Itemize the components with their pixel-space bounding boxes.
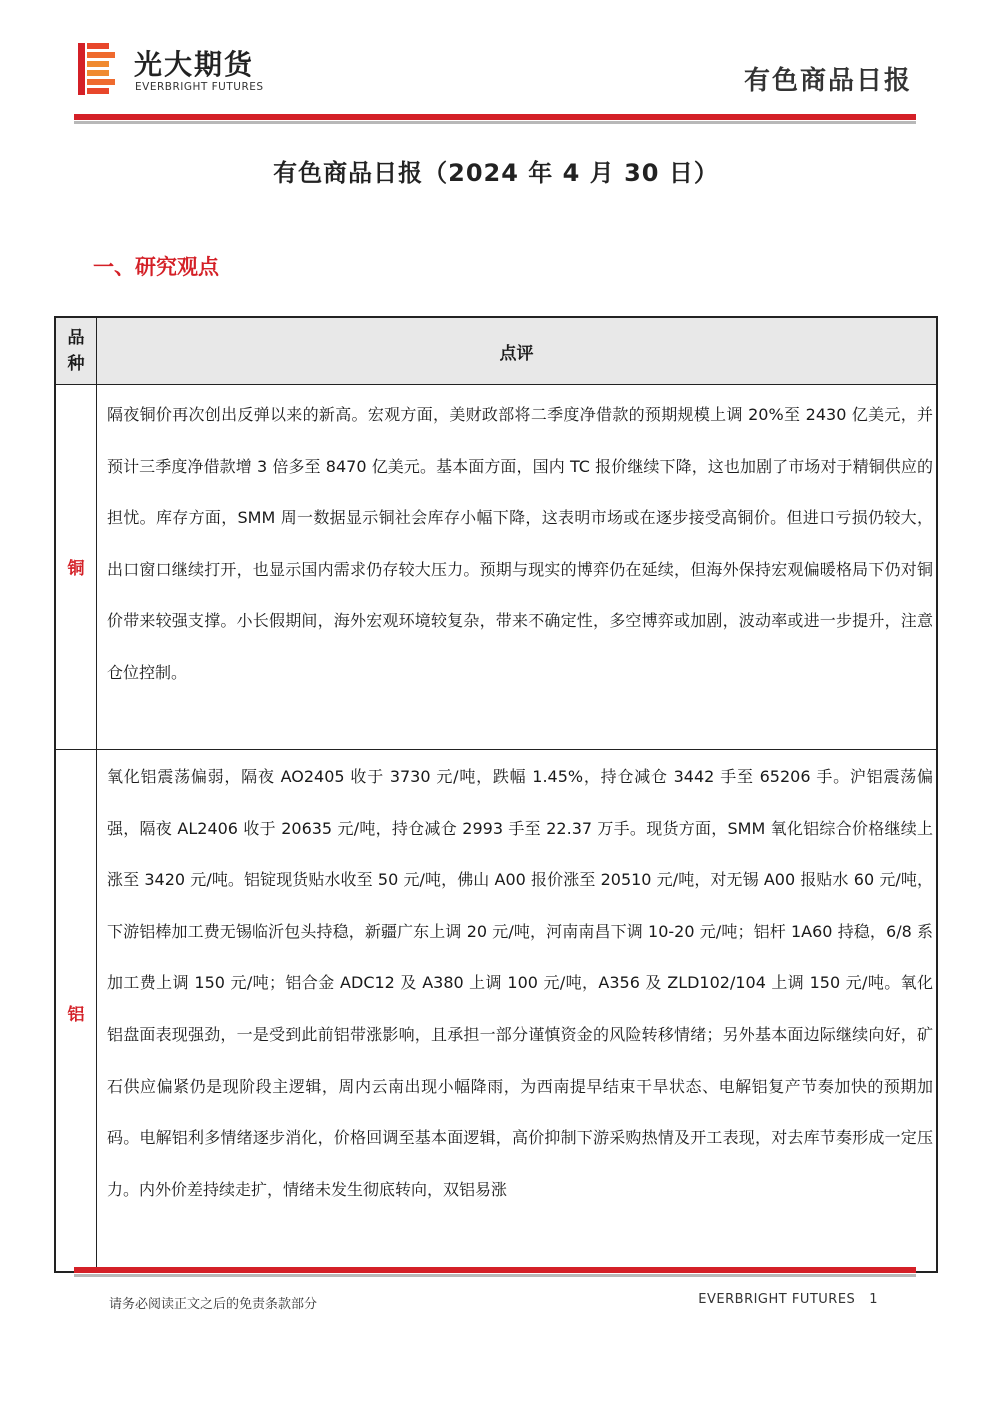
section-heading: 一、研究观点: [93, 255, 219, 279]
comment-copper: 隔夜铜价再次创出反弹以来的新高。宏观方面，美财政部将二季度净借款的预期规模上调 20%至 2430 亿美元，并预计三季度净借款增 3 倍多至 8470 亿美元。基本面方面，国内 TC 报价继续下降，这也加剧了市场对于精铜供应的担忧。库存方面，SMM 周一数据显示铜社会库存小幅下降，这表明市场或在逐步接受高铜价。但进口亏损仍较大，出口窗口继续打开，也显示国内需求仍存较大压力。预期与现实的博弈仍在延续，但海外保持宏观偏暖格局下仍对铜价带来较强支撑。小长假期间，海外宏观环境较复杂，带来不确定性，多空博弈或加剧，波动率或进一步提升，注意仓位控制。: [107, 405, 933, 682]
company-logo: [76, 41, 306, 101]
logo-chinese-name: 光大期货: [134, 48, 255, 81]
everbright-logo-icon: [76, 41, 120, 97]
category-copper: 铜: [67, 559, 85, 579]
footer-brand: EVERBRIGHT FUTURES: [698, 1292, 856, 1307]
category-aluminium: 铝: [67, 1005, 85, 1025]
footer-disclaimer: 请务必阅读正文之后的免责条款部分: [109, 1297, 318, 1312]
document-title: 有色商品日报（2024 年 4 月 30 日）: [273, 159, 719, 187]
column-header-comment: 点评: [499, 343, 534, 364]
header-divider: [74, 114, 916, 124]
footer-brand-page: [698, 1292, 878, 1307]
report-type-label: 有色商品日报: [743, 66, 912, 96]
page-number: 1: [869, 1292, 878, 1307]
comment-aluminium: 氧化铝震荡偏弱，隔夜 AO2405 收于 3730 元/吨，跌幅 1.45%，持仓减仓 3442 手至 65206 手。沪铝震荡偏强，隔夜 AL2406 收于 20635 元/吨，持仓减仓 2993 手至 22.37 万手。现货方面，SMM 氧化铝综合价格继续上涨至 3420 元/吨。铝锭现货贴水收至 50 元/吨，佛山 A00 报价涨至 20510 元/吨，对无锡 A00 报贴水 60 元/吨，下游铝棒加工费无锡临沂包头持稳，新疆广东上调 20 元/吨，河南南昌下调 10-20 元/吨；铝杆 1A60 持稳，6/8 系加工费上调 150 元/吨；铝合金 ADC12 及 A380 上调 100 元/吨，A356 及 ZLD102/104 上调 150 元/吨。氧化铝盘面表现强劲，一是受到此前铝带涨影响，且承担一部分谨慎资金的风险转移情绪；另外基本面边际继续向好，矿石供应偏紧仍是现阶段主逻辑，周内云南出现小幅降雨，为西南提早结束干旱状态、电解铝复产节奏加快的预期加码。电解铝利多情绪逐步消化，价格回调至基本面逻辑，高价抑制下游采购热情及开工表现，对去库节奏形成一定压力。内外价差持续走扩，情绪未发生彻底转向，双铝易涨: [107, 767, 933, 1199]
footer-divider: [74, 1267, 916, 1277]
column-header-category: 品 种: [67, 328, 85, 374]
commentary-table: [54, 316, 938, 1273]
logo-english-name: EVERBRIGHT FUTURES: [135, 81, 264, 93]
